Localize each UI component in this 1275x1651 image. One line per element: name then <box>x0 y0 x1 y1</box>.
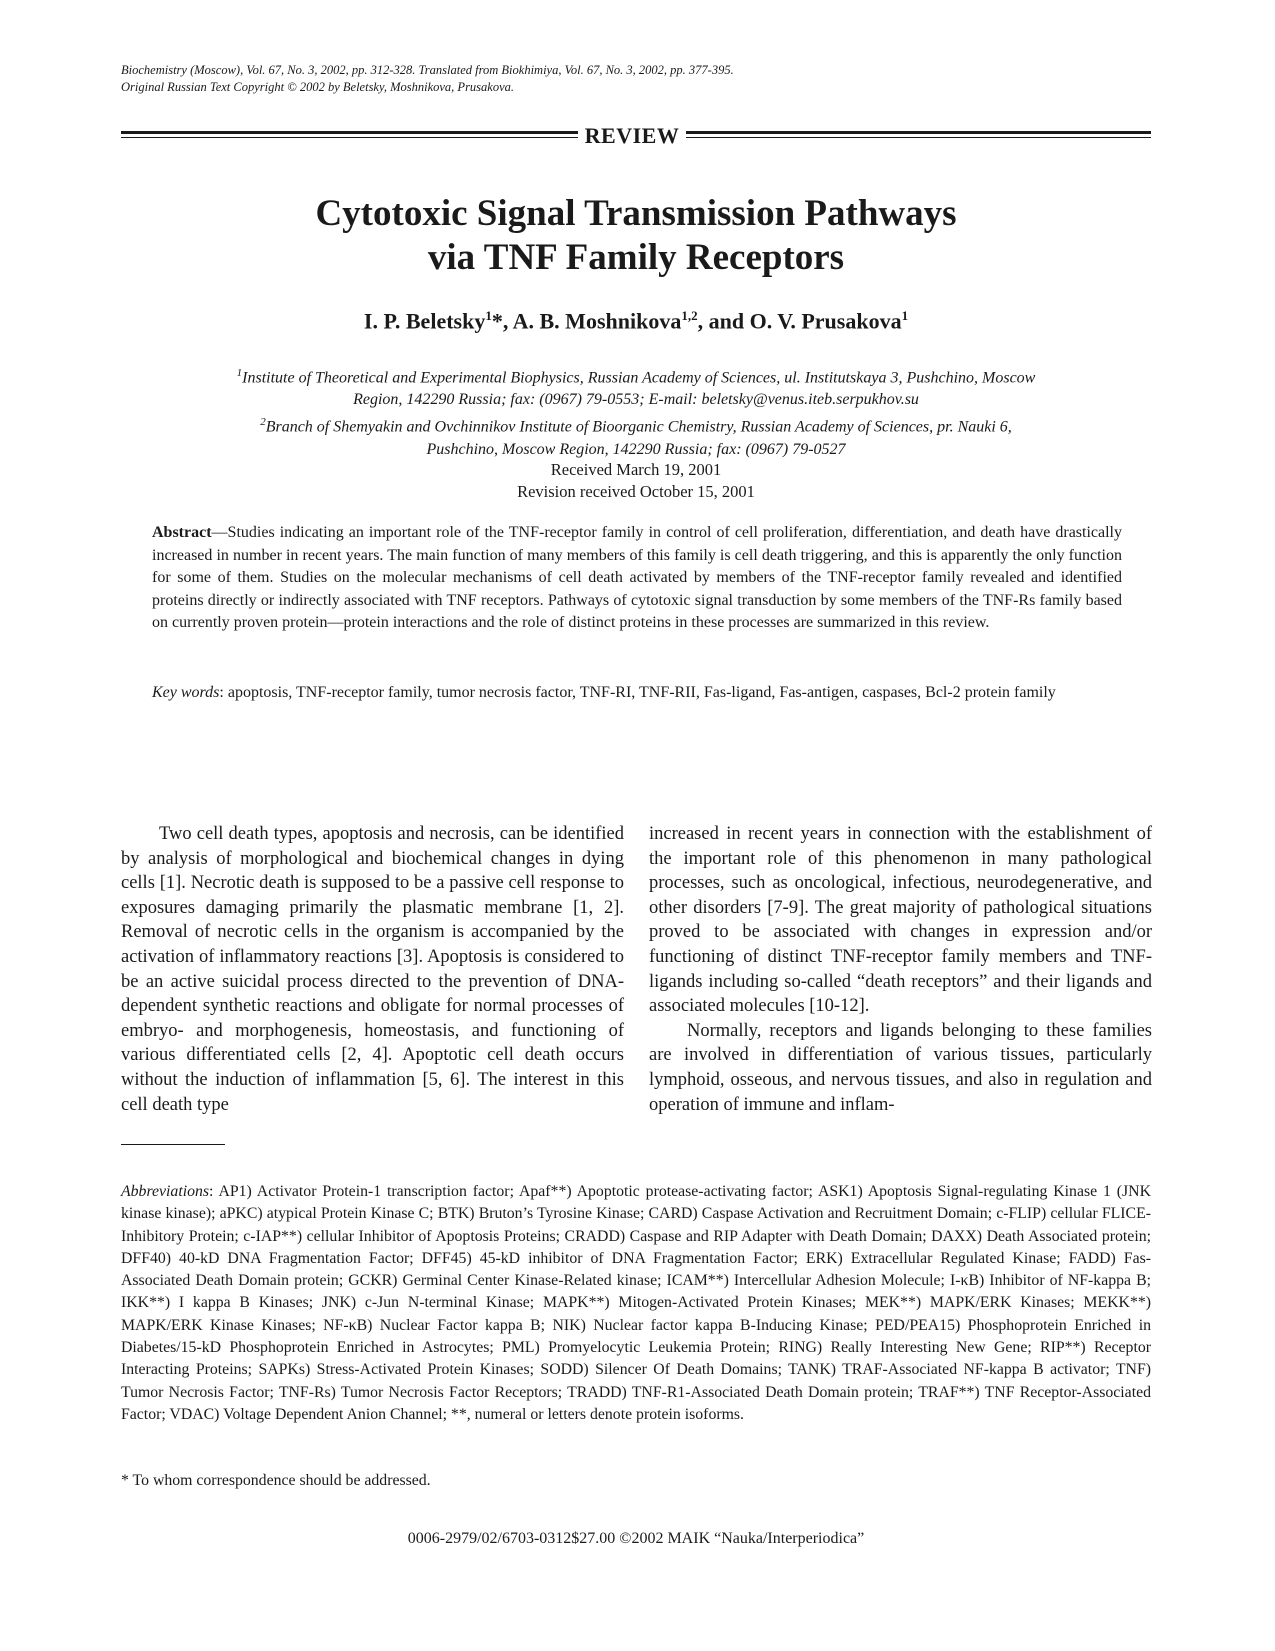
abbreviations-label: Abbreviations <box>121 1183 210 1200</box>
affil-sup: 2 <box>260 416 266 429</box>
title-line-1: Cytotoxic Signal Transmission Pathways <box>315 193 957 234</box>
corresponding-mark: *, <box>491 308 513 334</box>
copyright-line: 0006-2979/02/6703-0312$27.00 ©2002 MAIK “Nauka/Interperiodica” <box>407 1530 865 1547</box>
affil-sup: 1 <box>236 367 243 379</box>
banner-rule-left <box>121 131 578 138</box>
author-list <box>121 302 1151 335</box>
body-paragraph: increased in recent years in connection with the establishment of the important role of this phenomenon in many pathological processes, such as oncological, infectious, neurodegenerative, and other disorders [7-9]. The great majority of pathological situations proved to be associated with changes in expression and/or functioning of distinct TNF-receptor family members and TNF-ligands including so-called “death receptors” and their ligands and associated molecules [10-12]. <box>649 824 1152 1017</box>
title-line-2: via TNF Family Receptors <box>427 237 845 278</box>
article-dates <box>121 459 1151 503</box>
abbreviations-text: : AP1) Activator Protein-1 transcription factor; Apaf**) Apoptotic protease-activating factor; ASK1) Apoptosis Signal-regulating Kinase 1 (JNK kinase kinase); aPKC) atypical Protein Kinase C; BTK) Bruton’s Tyrosine Kinase; CARD) Caspase Activation and Recruitment Domain; c-FLIP) cellular FLICE-Inhibitory Protein; c-IAP**) cellular Inhibitor of Apoptosis Proteins; CRADD) Caspase and RIP Adapter with Death Domain; DAXX) Death Associated protein; DFF40) 40-kD DNA Fragmentation Factor; DFF45) 45-kD inhibitor of DNA Fragmentation Factor; ERK) Extracellular Regulated Kinase; FADD) Fas-Associated Death Domain protein; GCKR) Germinal Center Kinase-Related kinase; ICAM**) Intercellular Adhesion Molecule; I-κB) Inhibitor of NF-kappa B; IKK**) I kappa B Kinases; JNK) c-Jun N-terminal Kinase; MAPK**) Mitogen-Activated Protein Kinases; MEK**) MAPK/ERK Kinases; MEKK**) MAPK/ERK Kinase Kinases; NF-κB) Nuclear Factor kappa B; NIK) Nuclear factor kappa B-Inducing Kinase; PED/PEA15) Phosphoprotein Enriched in Diabetes/15-kD Phosphoprotein Enriched in Astrocytes; PML) Promyelocytic Leukemia Protein; RING) Really Interesting New Gene; RIP**) Receptor Interacting Proteins; SAPKs) Stress-Activated Protein Kinases; SODD) Silencer Of Death Domains; TANK) TRAF-Associated NF-kappa B activator; TNF) Tumor Necrosis Factor; TNF-Rs) Tumor Necrosis Factor Receptors; TRADD) TNF-R1-Associated Death Domain protein; TRAF**) TNF Receptor-Associated Factor; VDAC) Voltage Dependent Anion Channel; **, numeral or letters denote protein isoforms. <box>121 1183 1151 1423</box>
affiliation-1-line-2: Region, 142290 Russia; fax: (0967) 79-0553; E-mail: beletsky@venus.iteb.serpukhov.su <box>353 391 919 409</box>
correspondence-note: * To whom correspondence should be addressed. <box>121 1472 431 1489</box>
citation-line-2: Original Russian Text Copyright © 2002 by Beletsky, Moshnikova, Prusakova. <box>121 80 515 94</box>
keywords-text: : apoptosis, TNF-receptor family, tumor necrosis factor, TNF-RI, TNF-RII, Fas-ligand, Fas-antigen, caspases, Bcl-2 protein family <box>219 684 1056 701</box>
article-title <box>121 192 1151 280</box>
revised-date: Revision received October 15, 2001 <box>517 482 755 501</box>
author-affil-sup: 1,2 <box>681 308 698 323</box>
section-label: REVIEW <box>584 123 680 148</box>
author-name: A. B. Moshnikova <box>512 308 682 334</box>
journal-citation-header <box>121 62 1151 96</box>
abbreviations-footnote <box>121 1181 1151 1426</box>
author-affil-sup: 1 <box>901 308 909 323</box>
author-affil-sup: 1 <box>485 308 492 323</box>
affiliation-2-line-1 <box>121 411 1151 438</box>
affiliation-1-line-1 <box>121 362 1151 389</box>
affil-text: Branch of Shemyakin and Ovchinnikov Institute of Bioorganic Chemistry, Russian Academy of Sciences, pr. Nauki 6, <box>265 418 1012 436</box>
received-date: Received March 19, 2001 <box>550 460 722 479</box>
body-column-left <box>121 822 624 1117</box>
affiliation-2-line-2: Pushchino, Moscow Region, 142290 Russia; fax: (0967) 79-0527 <box>426 440 846 458</box>
body-paragraph: Normally, receptors and ligands belonging to these families are involved in differentiation of various tissues, particularly lymphoid, osseous, and nervous tissues, and also in regulation and operation of immune and inflam- <box>649 1020 1152 1115</box>
citation-line-1: Biochemistry (Moscow), Vol. 67, No. 3, 2002, pp. 312-328. Translated from Biokhimiya, Vol. 67, No. 3, 2002, pp. 377-395. <box>121 63 734 77</box>
banner-rule-right <box>686 131 1151 138</box>
section-banner <box>121 124 1151 148</box>
keywords-label: Key words <box>152 684 220 701</box>
body-paragraph: Two cell death types, apoptosis and necrosis, can be identified by analysis of morphological and biochemical changes in dying cells [1]. Necrotic death is supposed to be a passive cell response to exposures damaging primarily the plasmatic membrane [1, 2]. Removal of necrotic cells in the organism is accompanied by the activation of inflammatory reactions [3]. Apoptosis is considered to be an active suicidal process directed to the prevention of DNA-dependent synthetic reactions and obligate for normal processes of embryo- and morphogenesis, homeostasis, and functioning of various differentiated cells [2, 4]. Apoptotic cell death occurs without the induction of inflammation [5, 6]. The interest in this cell death type <box>121 824 624 1115</box>
body-column-right <box>649 822 1152 1117</box>
footnote-divider <box>121 1144 225 1145</box>
affiliations <box>121 362 1151 461</box>
author-name: I. P. Beletsky <box>363 308 486 334</box>
author-joiner: , and <box>697 308 750 334</box>
author-name: O. V. Prusakova <box>749 308 902 334</box>
affil-text: Institute of Theoretical and Experimental Biophysics, Russian Academy of Sciences, ul. Institutskaya 3, Pushchino, Moscow <box>242 369 1036 387</box>
abstract <box>152 522 1122 635</box>
keywords <box>152 682 1122 705</box>
abstract-text: —Studies indicating an important role of the TNF-receptor family in control of cell proliferation, differentiation, and death have drastically increased in number in recent years. The main function of many members of this family is cell death triggering, and this is apparently the only function for some of them. Studies on the molecular mechanisms of cell death activated by members of the TNF-receptor family revealed and identified proteins directly or indirectly associated with TNF receptors. Pathways of cytotoxic signal transduction by some members of the TNF-Rs family based on currently proven protein—protein interactions and the role of distinct proteins in these processes are summarized in this review. <box>152 524 1122 631</box>
abstract-label: Abstract <box>152 524 212 541</box>
